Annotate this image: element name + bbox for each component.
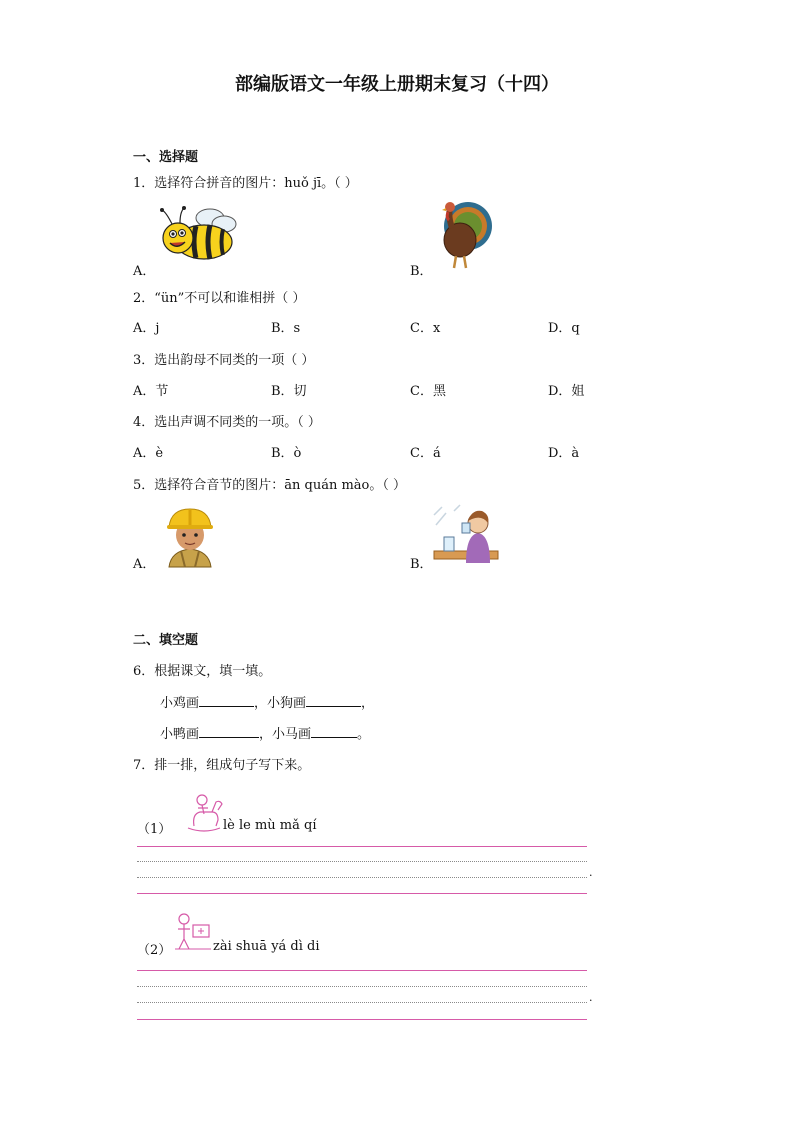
question-3-option-c[interactable]: C．黑 <box>410 384 446 399</box>
question-3-option-d[interactable]: D．姐 <box>548 384 585 399</box>
q6-text-comma: ， <box>361 696 375 711</box>
child-on-rocking-horse-illustration <box>184 792 224 832</box>
question-2-option-b[interactable]: B．s <box>271 321 301 336</box>
q6-text-horse: ，小马画 <box>259 727 312 742</box>
blank-dog[interactable] <box>306 694 361 707</box>
q7-1-writing-line-bottom <box>137 893 587 894</box>
page-title: 部编版语文一年级上册期末复习（十四） <box>235 74 559 95</box>
q7-sentence-2-number: （2） <box>137 943 172 958</box>
q7-2-writing-line-top <box>137 970 587 971</box>
question-6-line-1 <box>160 692 374 711</box>
q7-1-guide-line-2 <box>137 877 587 878</box>
blank-duck[interactable] <box>199 725 259 738</box>
q6-text-period: 。 <box>357 727 371 742</box>
question-3-stem: 3．选出韵母不同类的一项（ ） <box>133 353 315 368</box>
question-6-stem: 6．根据课文，填一填。 <box>133 664 272 679</box>
question-6-line-2 <box>160 723 370 742</box>
question-7-stem: 7．排一排，组成句子写下来。 <box>133 758 311 773</box>
blank-horse[interactable] <box>311 725 357 738</box>
q7-sentence-2-words: zài shuā yá dì di <box>213 939 320 954</box>
q7-2-guide-line-1 <box>137 986 587 987</box>
question-5-stem: 5．选择符合音节的图片：ān quán mào。（ ） <box>133 478 407 493</box>
section-heading-choice: 一、选择题 <box>133 150 199 165</box>
turkey-illustration <box>434 198 494 272</box>
question-4-option-d[interactable]: D．à <box>548 446 580 461</box>
q7-2-guide-line-2 <box>137 1002 587 1003</box>
question-4-option-a[interactable]: A．è <box>133 446 164 461</box>
child-drinking-illustration <box>432 505 498 563</box>
hardhat-worker-illustration <box>163 507 217 567</box>
question-4-stem: 4．选出声调不同类的一项。（ ） <box>133 415 321 430</box>
q7-1-end-mark: . <box>589 866 593 879</box>
child-brushing-teeth-illustration <box>173 911 213 951</box>
question-2-option-c[interactable]: C．x <box>410 321 441 336</box>
q7-1-writing-line-top <box>137 846 587 847</box>
q6-text-duck: 小鸭画 <box>160 727 200 742</box>
question-2-stem: 2．“ün”不可以和谁相拼（ ） <box>133 291 306 306</box>
q7-2-end-mark: . <box>589 991 593 1004</box>
q7-1-guide-line-1 <box>137 861 587 862</box>
section-heading-fill-blank: 二、填空题 <box>133 633 199 648</box>
question-1-option-a[interactable]: A． <box>133 264 156 279</box>
question-5-option-a[interactable]: A． <box>133 557 156 572</box>
q6-text-dog: ，小狗画 <box>254 696 307 711</box>
question-2-option-a[interactable]: A．j <box>133 321 160 336</box>
question-3-option-b[interactable]: B．切 <box>271 384 307 399</box>
blank-chick[interactable] <box>199 694 254 707</box>
question-2-option-d[interactable]: D．q <box>548 321 580 336</box>
question-1-option-b[interactable]: B． <box>410 264 433 279</box>
q6-text-chick: 小鸡画 <box>160 696 200 711</box>
question-1-stem: 1．选择符合拼音的图片：huǒ jī。（ ） <box>133 176 358 191</box>
question-4-option-c[interactable]: C．á <box>410 446 441 461</box>
question-3-option-a[interactable]: A．节 <box>133 384 169 399</box>
question-4-option-b[interactable]: B．ò <box>271 446 302 461</box>
q7-sentence-1-number: （1） <box>137 822 172 837</box>
q7-sentence-1-words: lè le mù mǎ qí <box>223 818 317 833</box>
q7-2-writing-line-bottom <box>137 1019 587 1020</box>
bee-illustration <box>158 206 238 264</box>
question-5-option-b[interactable]: B． <box>410 557 433 572</box>
